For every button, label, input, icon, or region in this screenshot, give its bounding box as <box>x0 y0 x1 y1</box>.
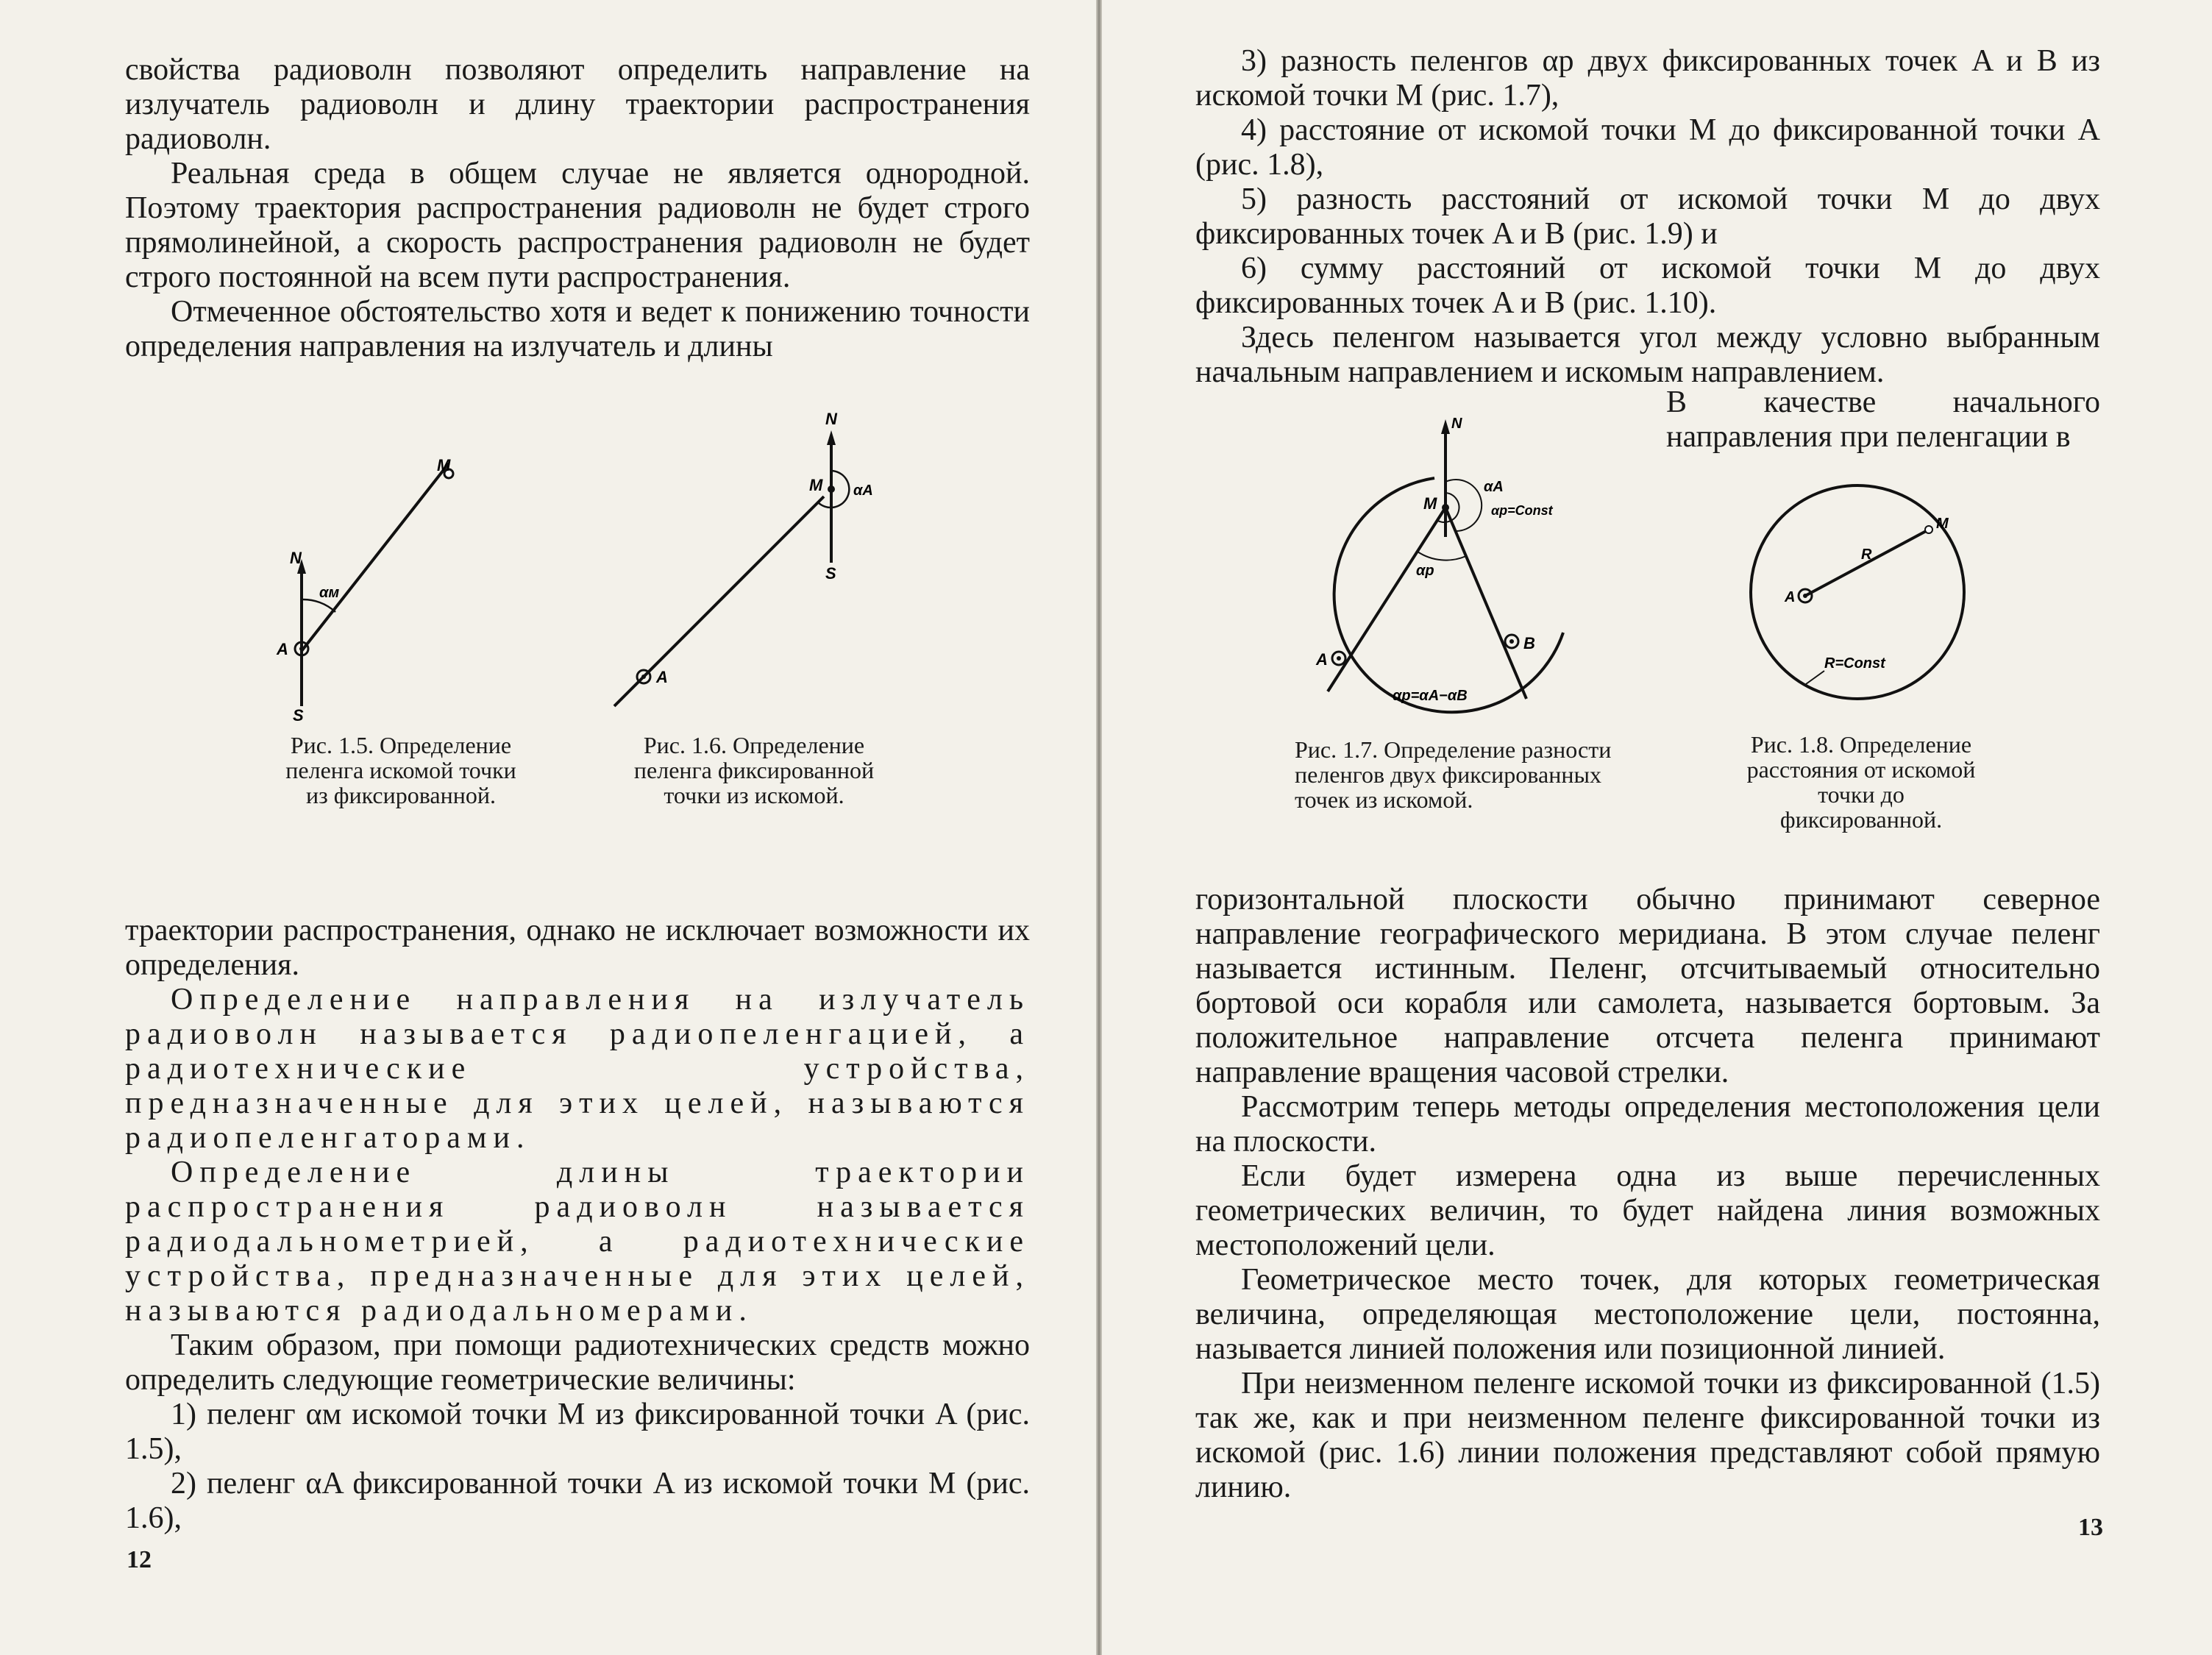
left-item-1: 1) пеленг αм искомой точки M из фиксированной точки A (рис. 1.5), <box>125 1398 1030 1466</box>
label-r: R <box>1861 547 1872 563</box>
right-item-3: 3) разность пеленгов αр двух фиксированных точек A и B из искомой точки M (рис. 1.7), <box>1195 44 2100 113</box>
figure-1-8 <box>1736 485 1979 713</box>
right-text-bottom <box>1195 883 2100 1505</box>
right-para-1a: Здесь пеленгом называется угол между условно выбранным начальным направлением и искомым направлением. <box>1195 321 2100 389</box>
angle-arc-p <box>1418 552 1466 560</box>
left-para-5: Определение направления на излучатель радиоволн называется радиопеленгацией, а радиотехнические устройства, предназначенные для этих целей, называются радиопеленгаторами. <box>125 983 1030 1155</box>
right-para-6: При неизменном пеленге искомой точки из фиксированной (1.5) так же, как и при неизменном пеленге фиксированной точки из искомой (рис. 1.6) линии положения представляют собой прямую линию. <box>1195 1367 2100 1504</box>
label-alpha-m: αм <box>319 585 340 601</box>
label-alpha-p-const: αр=Const <box>1491 503 1553 518</box>
figure-1-7 <box>1298 412 1593 713</box>
left-para-1: свойства радиоволн позволяют определить направление на излучатель радиоволн и длину траектории распространения радиоволн. <box>125 53 1030 156</box>
left-text-bottom <box>125 914 1030 1536</box>
bearing-angle-arc <box>302 599 335 612</box>
left-para-2: Реальная среда в общем случае не является однородной. Поэтому траектория распространения радиоволн не будет строго прямолинейной, а скорость распространения радиоволн не будет строго постоянной на всем пути распространения. <box>125 157 1030 294</box>
label-m: M <box>809 476 823 494</box>
page-number-right: 13 <box>2078 1514 2103 1541</box>
figure-1-6 <box>611 408 920 717</box>
fig-1-7-caption: Рис. 1.7. Определение разности пеленгов двух фиксированных точек из искомой. <box>1295 736 1612 813</box>
left-para-4: траектории распространения, однако не исключает возможности их определения. <box>125 914 1030 982</box>
left-para-7: Таким образом, при помощи радиотехнических средств можно определить следующие геометрические величины: <box>125 1328 1030 1397</box>
label-m: M <box>1936 516 1949 532</box>
right-para-5: Геометрическое место точек, для которых геометрическая величина, определяющая местоположение цели, постоянна, называется линией положения или позиционной линией. <box>1195 1263 2100 1366</box>
left-para-6: Определение длины траектории распространения радиоволн называется радиодальнометрией, а радиотехнические устройства, предназначенные для этих целей, называются радиодальномерами. <box>125 1156 1030 1328</box>
label-n: N <box>825 410 837 428</box>
r-const-leader <box>1806 671 1824 684</box>
book-gutter <box>1096 0 1102 1655</box>
bearing-line <box>302 463 449 651</box>
radius-line <box>1805 530 1929 596</box>
left-item-2: 2) пеленг αA фиксированной точки A из искомой точки M (рис. 1.6), <box>125 1467 1030 1535</box>
figure-1-5 <box>277 441 662 728</box>
label-alpha-a: αA <box>853 483 873 499</box>
right-text-top <box>1195 44 2100 390</box>
line-ma <box>1328 508 1445 691</box>
fig-1-5-caption: Рис. 1.5. Определение пеленга искомой точки из фиксированной. <box>285 732 516 808</box>
label-s: S <box>825 564 836 583</box>
label-a: A <box>656 668 668 686</box>
label-a: A <box>1316 650 1328 669</box>
page-number-left: 12 <box>127 1546 152 1573</box>
right-item-5: 5) разность расстояний от искомой точки M до двух фиксированных точек A и B (рис. 1.9) и <box>1195 182 2100 251</box>
point-m-marker <box>1442 504 1449 511</box>
label-b: B <box>1523 634 1535 652</box>
right-para-4: Если будет измерена одна из выше перечисленных геометрических величин, то будет найдена линия возможных местоположений цели. <box>1195 1159 2100 1262</box>
point-m-marker <box>828 485 835 493</box>
label-alpha-formula: αр=αA−αB <box>1393 688 1468 704</box>
fig-1-6-caption: Рис. 1.6. Определение пеленга фиксированной точки из искомой. <box>633 732 875 808</box>
right-para-3: Рассмотрим теперь методы определения местоположения цели на плоскости. <box>1195 1090 2100 1158</box>
north-arrow-icon <box>827 430 836 445</box>
label-alpha-p: αр <box>1416 563 1434 579</box>
right-para-2: горизонтальной плоскости обычно принимают северное направление географического меридиана. В этом случае пеленг называется истинным. Пеленг, отсчитываемый относительно бортовой оси корабля или самолета, называется бортовым. За положительное направление отсчета пеленга принимают направление вращения часовой стрелки. <box>1195 883 2100 1089</box>
point-m-marker <box>1925 526 1932 533</box>
line-mb <box>1445 508 1526 699</box>
left-text-top <box>125 53 1030 364</box>
label-n: N <box>1451 416 1462 432</box>
right-para-1b: В качестве начального направления при пеленгации в <box>1666 385 2100 454</box>
bearing-line <box>614 496 824 706</box>
left-para-3: Отмеченное обстоятельство хотя и ведет к понижению точности определения направления на излучатель и длины <box>125 295 1030 363</box>
north-arrow-icon <box>1441 419 1450 434</box>
label-alpha-a: αA <box>1484 479 1504 495</box>
label-a: A <box>277 640 288 658</box>
fig-1-8-caption: Рис. 1.8. Определение расстояния от искомой точки до фиксированной. <box>1746 731 1976 833</box>
label-a: A <box>1785 589 1796 605</box>
label-n: N <box>290 549 302 567</box>
label-r-const: R=Const <box>1824 655 1885 672</box>
right-item-4: 4) расстояние от искомой точки M до фиксированной точки A (рис. 1.8), <box>1195 113 2100 182</box>
right-item-6: 6) сумму расстояний от искомой точки M до двух фиксированных точек A и B (рис. 1.10). <box>1195 252 2100 320</box>
label-m: M <box>437 456 451 474</box>
label-m: M <box>1423 494 1437 513</box>
label-s: S <box>293 706 304 725</box>
